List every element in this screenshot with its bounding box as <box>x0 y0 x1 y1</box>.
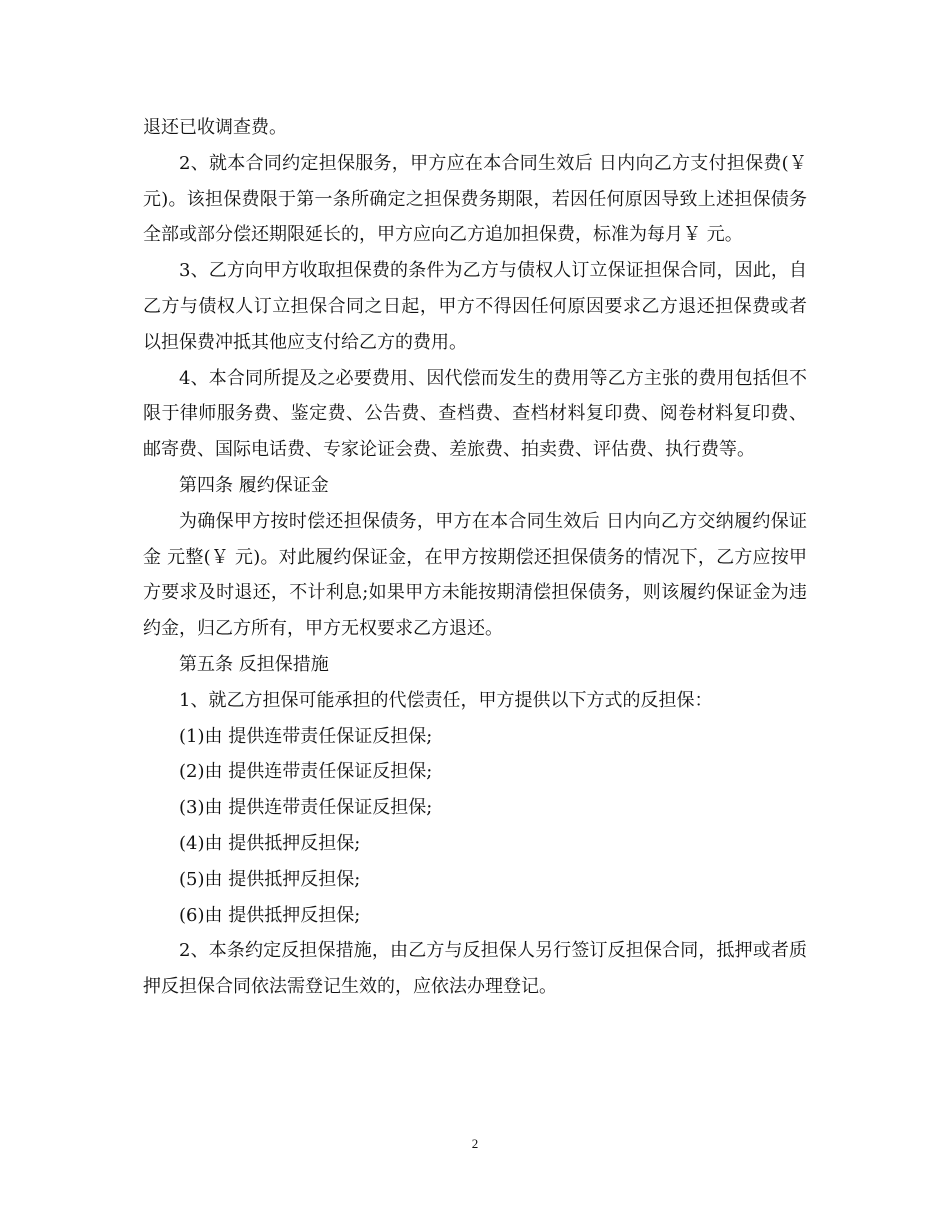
list-item-counter-guarantee-2: (2)由 提供连带责任保证反担保; <box>179 761 433 783</box>
paragraph-fee-conditions: 3、乙方向甲方收取担保费的条件为乙方与债权人订立保证担保合同，因此，自乙方与债权人订立担保合同之日起，甲方不得因任何原因要求乙方退还担保费或者以担保费冲抵其他应支付给乙方的费用。 <box>143 260 807 353</box>
paragraph-necessary-expenses: 4、本合同所提及之必要费用、因代偿而发生的费用等乙方主张的费用包括但不限于律师服务费、鉴定费、公告费、查档费、查档材料复印费、阅卷材料复印费、邮寄费、国际电话费、专家论证会费、差旅费、拍卖费、评估费、执行费等。 <box>143 367 807 461</box>
paragraph-refund-fee: 退还已收调查费。 <box>143 117 287 138</box>
paragraph-performance-deposit: 为确保甲方按时偿还担保债务，甲方在本合同生效后 日内向乙方交纳履约保证金 元整(￥ 元)。对此履约保证金，在甲方按期偿还担保债务的情况下，乙方应按甲方要求及时退还，不计利息;如果甲方未能按期清偿担保债务，则该履约保证金为违约金，归乙方所有，甲方无权要求乙方退还。 <box>143 510 807 640</box>
list-item-counter-guarantee-3: (3)由 提供连带责任保证反担保; <box>179 797 433 819</box>
list-item-counter-guarantee-5: (5)由 提供抵押反担保; <box>179 868 361 890</box>
paragraph-counter-guarantee-contract: 2、本条约定反担保措施，由乙方与反担保人另行签订反担保合同，抵押或者质押反担保合同依法需登记生效的，应依法办理登记。 <box>143 940 807 998</box>
list-item-counter-guarantee-4: (4)由 提供抵押反担保; <box>179 832 361 854</box>
paragraph-guarantee-fee-payment: 2、就本合同约定担保服务，甲方应在本合同生效后 日内向乙方支付担保费(￥ 元)。该担保费限于第一条所确定之担保费务期限，若因任何原因导致上述担保债务全部或部分偿还期限延长的，甲方应向乙方追加担保费，标准为每月￥ 元。 <box>143 152 807 246</box>
document-body <box>143 110 807 1005</box>
heading-article-5: 第五条 反担保措施 <box>179 653 329 675</box>
page-number: 2 <box>471 1136 479 1151</box>
list-item-counter-guarantee-6: (6)由 提供抵押反担保; <box>179 904 361 926</box>
paragraph-counter-guarantee-intro: 1、就乙方担保可能承担的代偿责任，甲方提供以下方式的反担保： <box>179 689 713 711</box>
heading-article-4: 第四条 履约保证金 <box>179 474 329 496</box>
list-item-counter-guarantee-1: (1)由 提供连带责任保证反担保; <box>179 725 433 747</box>
